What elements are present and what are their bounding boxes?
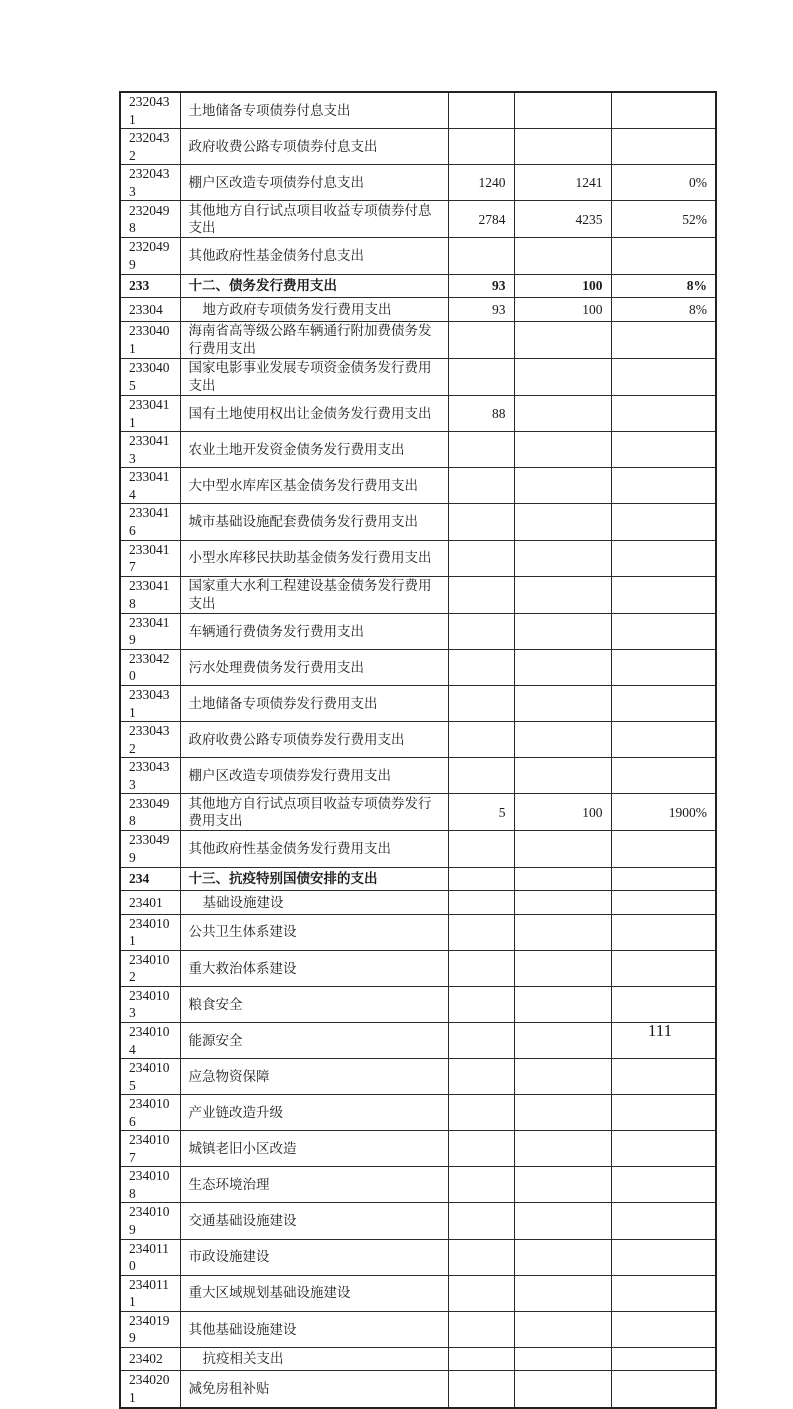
value3-cell — [611, 92, 716, 129]
value1-cell — [448, 432, 514, 468]
value2-cell — [514, 914, 611, 950]
code-cell: 2330498 — [120, 794, 180, 831]
value3-cell — [611, 649, 716, 685]
desc-cell: 十三、抗疫特别国债安排的支出 — [180, 867, 448, 891]
value3-cell — [611, 1347, 716, 1371]
value2-cell — [514, 758, 611, 794]
table-row — [120, 758, 716, 794]
value2-cell — [514, 396, 611, 432]
value3-cell — [611, 1311, 716, 1347]
code-cell: 2320431 — [120, 92, 180, 129]
value3-cell — [611, 758, 716, 794]
code-cell: 2330418 — [120, 576, 180, 613]
value2-cell — [514, 867, 611, 891]
value2-cell — [514, 432, 611, 468]
value1-cell — [448, 92, 514, 129]
value1-cell — [448, 1095, 514, 1131]
value3-cell — [611, 722, 716, 758]
value3-cell — [611, 504, 716, 540]
value2-cell: 4235 — [514, 201, 611, 238]
value2-cell: 100 — [514, 274, 611, 298]
desc-cell: 交通基础设施建设 — [180, 1203, 448, 1239]
value1-cell: 1240 — [448, 165, 514, 201]
code-cell: 2330433 — [120, 758, 180, 794]
table-row — [120, 358, 716, 395]
value3-cell — [611, 1095, 716, 1131]
table-row — [120, 201, 716, 238]
value1-cell — [448, 986, 514, 1022]
value2-cell — [514, 1311, 611, 1347]
code-cell: 2330414 — [120, 468, 180, 504]
desc-cell: 其他地方自行试点项目收益专项债券发行费用支出 — [180, 794, 448, 831]
value2-cell — [514, 468, 611, 504]
desc-cell: 其他政府性基金债务付息支出 — [180, 238, 448, 274]
value2-cell — [514, 649, 611, 685]
desc-cell: 市政设施建设 — [180, 1239, 448, 1275]
code-cell: 2330413 — [120, 432, 180, 468]
code-cell: 23401 — [120, 891, 180, 915]
value3-cell — [611, 396, 716, 432]
code-cell: 2340108 — [120, 1167, 180, 1203]
desc-cell: 公共卫生体系建设 — [180, 914, 448, 950]
table-row — [120, 1023, 716, 1059]
value2-cell — [514, 1239, 611, 1275]
table-row — [120, 685, 716, 721]
value2-cell — [514, 986, 611, 1022]
value1-cell: 5 — [448, 794, 514, 831]
table-row — [120, 1275, 716, 1311]
desc-cell: 城市基础设施配套费债务发行费用支出 — [180, 504, 448, 540]
desc-cell: 土地储备专项债券发行费用支出 — [180, 685, 448, 721]
desc-cell: 农业土地开发资金债务发行费用支出 — [180, 432, 448, 468]
value1-cell — [448, 1347, 514, 1371]
code-cell: 2340106 — [120, 1095, 180, 1131]
table-row — [120, 298, 716, 322]
value3-cell: 8% — [611, 274, 716, 298]
value1-cell — [448, 613, 514, 649]
desc-cell: 其他政府性基金债务发行费用支出 — [180, 831, 448, 867]
value2-cell — [514, 540, 611, 576]
desc-cell: 应急物资保障 — [180, 1059, 448, 1095]
value3-cell — [611, 891, 716, 915]
table-row — [120, 891, 716, 915]
value1-cell — [448, 1311, 514, 1347]
code-cell: 2340107 — [120, 1131, 180, 1167]
value2-cell — [514, 685, 611, 721]
code-cell: 233 — [120, 274, 180, 298]
value3-cell — [611, 432, 716, 468]
table-row — [120, 1203, 716, 1239]
code-cell: 23402 — [120, 1347, 180, 1371]
table-row — [120, 1131, 716, 1167]
value2-cell — [514, 891, 611, 915]
budget-table — [119, 91, 717, 1409]
table-row — [120, 986, 716, 1022]
code-cell: 2330417 — [120, 540, 180, 576]
value3-cell: 52% — [611, 201, 716, 238]
code-cell: 2330432 — [120, 722, 180, 758]
value3-cell — [611, 129, 716, 165]
code-cell: 2340103 — [120, 986, 180, 1022]
desc-cell: 基础设施建设 — [180, 891, 448, 915]
desc-cell: 生态环境治理 — [180, 1167, 448, 1203]
table-row — [120, 950, 716, 986]
value1-cell — [448, 649, 514, 685]
desc-cell: 其他地方自行试点项目收益专项债券付息支出 — [180, 201, 448, 238]
code-cell: 2320432 — [120, 129, 180, 165]
code-cell: 2330419 — [120, 613, 180, 649]
value2-cell — [514, 1023, 611, 1059]
value1-cell — [448, 891, 514, 915]
value3-cell — [611, 358, 716, 395]
value2-cell — [514, 831, 611, 867]
value2-cell — [514, 1167, 611, 1203]
code-cell: 2330411 — [120, 396, 180, 432]
value3-cell — [611, 1203, 716, 1239]
code-cell: 2330416 — [120, 504, 180, 540]
code-cell: 2340201 — [120, 1371, 180, 1408]
desc-cell: 重大区域规划基础设施建设 — [180, 1275, 448, 1311]
table-row — [120, 92, 716, 129]
table-row — [120, 1059, 716, 1095]
value1-cell: 93 — [448, 274, 514, 298]
table-row — [120, 1239, 716, 1275]
table-row — [120, 396, 716, 432]
code-cell: 2330401 — [120, 321, 180, 358]
table-row — [120, 432, 716, 468]
desc-cell: 国家重大水利工程建设基金债务发行费用支出 — [180, 576, 448, 613]
code-cell: 2330420 — [120, 649, 180, 685]
table-row — [120, 649, 716, 685]
code-cell: 2340110 — [120, 1239, 180, 1275]
page-number: 111 — [647, 1021, 673, 1040]
value2-cell: 100 — [514, 298, 611, 322]
value3-cell: 0% — [611, 165, 716, 201]
value1-cell — [448, 576, 514, 613]
value3-cell — [611, 986, 716, 1022]
value2-cell — [514, 92, 611, 129]
value2-cell — [514, 321, 611, 358]
value3-cell — [611, 1275, 716, 1311]
value2-cell — [514, 358, 611, 395]
table-row — [120, 576, 716, 613]
value1-cell — [448, 358, 514, 395]
code-cell: 2320499 — [120, 238, 180, 274]
value2-cell — [514, 129, 611, 165]
value3-cell — [611, 540, 716, 576]
value1-cell — [448, 1239, 514, 1275]
code-cell: 2340105 — [120, 1059, 180, 1095]
value1-cell — [448, 540, 514, 576]
code-cell: 2340111 — [120, 1275, 180, 1311]
value2-cell — [514, 504, 611, 540]
desc-cell: 车辆通行费债务发行费用支出 — [180, 613, 448, 649]
value1-cell — [448, 831, 514, 867]
value1-cell — [448, 685, 514, 721]
value1-cell — [448, 1059, 514, 1095]
desc-cell: 大中型水库库区基金债务发行费用支出 — [180, 468, 448, 504]
value1-cell — [448, 722, 514, 758]
code-cell: 234 — [120, 867, 180, 891]
value1-cell — [448, 950, 514, 986]
code-cell: 2340109 — [120, 1203, 180, 1239]
value2-cell — [514, 1095, 611, 1131]
value2-cell — [514, 1203, 611, 1239]
code-cell: 2330405 — [120, 358, 180, 395]
table-row — [120, 321, 716, 358]
code-cell: 2340101 — [120, 914, 180, 950]
table-row — [120, 165, 716, 201]
value3-cell — [611, 867, 716, 891]
value3-cell — [611, 1239, 716, 1275]
table-row — [120, 1371, 716, 1408]
desc-cell: 粮食安全 — [180, 986, 448, 1022]
desc-cell: 地方政府专项债务发行费用支出 — [180, 298, 448, 322]
desc-cell: 棚户区改造专项债券付息支出 — [180, 165, 448, 201]
desc-cell: 政府收费公路专项债券发行费用支出 — [180, 722, 448, 758]
desc-cell: 小型水库移民扶助基金债务发行费用支出 — [180, 540, 448, 576]
value1-cell: 2784 — [448, 201, 514, 238]
code-cell: 2320433 — [120, 165, 180, 201]
desc-cell: 国家电影事业发展专项资金债务发行费用支出 — [180, 358, 448, 395]
value1-cell — [448, 1371, 514, 1408]
code-cell: 2330431 — [120, 685, 180, 721]
value2-cell — [514, 1347, 611, 1371]
code-cell: 2340199 — [120, 1311, 180, 1347]
table-row — [120, 1167, 716, 1203]
value1-cell: 88 — [448, 396, 514, 432]
desc-cell: 海南省高等级公路车辆通行附加费债务发行费用支出 — [180, 321, 448, 358]
desc-cell: 产业链改造升级 — [180, 1095, 448, 1131]
value2-cell: 100 — [514, 794, 611, 831]
table-row — [120, 831, 716, 867]
value3-cell — [611, 613, 716, 649]
value2-cell — [514, 722, 611, 758]
value3-cell — [611, 685, 716, 721]
table-row — [120, 1347, 716, 1371]
desc-cell: 十二、债务发行费用支出 — [180, 274, 448, 298]
code-cell: 2330499 — [120, 831, 180, 867]
code-cell: 23304 — [120, 298, 180, 322]
table-row — [120, 504, 716, 540]
value2-cell — [514, 613, 611, 649]
value3-cell — [611, 1371, 716, 1408]
table-row — [120, 129, 716, 165]
value1-cell — [448, 1023, 514, 1059]
value1-cell — [448, 1167, 514, 1203]
value2-cell — [514, 1371, 611, 1408]
value2-cell — [514, 1275, 611, 1311]
table-row — [120, 238, 716, 274]
code-cell: 2320498 — [120, 201, 180, 238]
value1-cell — [448, 1131, 514, 1167]
table-row — [120, 794, 716, 831]
value1-cell — [448, 129, 514, 165]
value1-cell — [448, 238, 514, 274]
value1-cell: 93 — [448, 298, 514, 322]
table-row — [120, 1095, 716, 1131]
value3-cell — [611, 576, 716, 613]
value3-cell — [611, 1131, 716, 1167]
value2-cell — [514, 1131, 611, 1167]
value3-cell — [611, 1059, 716, 1095]
value1-cell — [448, 1203, 514, 1239]
desc-cell: 棚户区改造专项债券发行费用支出 — [180, 758, 448, 794]
table-row — [120, 540, 716, 576]
value3-cell — [611, 321, 716, 358]
value1-cell — [448, 758, 514, 794]
table-row — [120, 867, 716, 891]
desc-cell: 重大救治体系建设 — [180, 950, 448, 986]
desc-cell: 减免房租补贴 — [180, 1371, 448, 1408]
table-row — [120, 914, 716, 950]
value3-cell: 8% — [611, 298, 716, 322]
value2-cell — [514, 238, 611, 274]
value2-cell: 1241 — [514, 165, 611, 201]
budget-table-body — [120, 92, 716, 1408]
value1-cell — [448, 504, 514, 540]
table-row — [120, 722, 716, 758]
code-cell: 2340104 — [120, 1023, 180, 1059]
desc-cell: 城镇老旧小区改造 — [180, 1131, 448, 1167]
table-row — [120, 613, 716, 649]
value3-cell — [611, 238, 716, 274]
desc-cell: 污水处理费债务发行费用支出 — [180, 649, 448, 685]
value1-cell — [448, 321, 514, 358]
value1-cell — [448, 867, 514, 891]
value3-cell — [611, 950, 716, 986]
value1-cell — [448, 1275, 514, 1311]
value2-cell — [514, 576, 611, 613]
desc-cell: 能源安全 — [180, 1023, 448, 1059]
value3-cell — [611, 468, 716, 504]
desc-cell: 政府收费公路专项债券付息支出 — [180, 129, 448, 165]
desc-cell: 抗疫相关支出 — [180, 1347, 448, 1371]
desc-cell: 其他基础设施建设 — [180, 1311, 448, 1347]
table-row — [120, 468, 716, 504]
value3-cell — [611, 831, 716, 867]
value3-cell — [611, 1167, 716, 1203]
code-cell: 2340102 — [120, 950, 180, 986]
value1-cell — [448, 914, 514, 950]
value2-cell — [514, 1059, 611, 1095]
value1-cell — [448, 468, 514, 504]
desc-cell: 国有土地使用权出让金债务发行费用支出 — [180, 396, 448, 432]
desc-cell: 土地储备专项债券付息支出 — [180, 92, 448, 129]
table-row — [120, 274, 716, 298]
value2-cell — [514, 950, 611, 986]
value3-cell — [611, 914, 716, 950]
table-row — [120, 1311, 716, 1347]
value3-cell: 1900% — [611, 794, 716, 831]
